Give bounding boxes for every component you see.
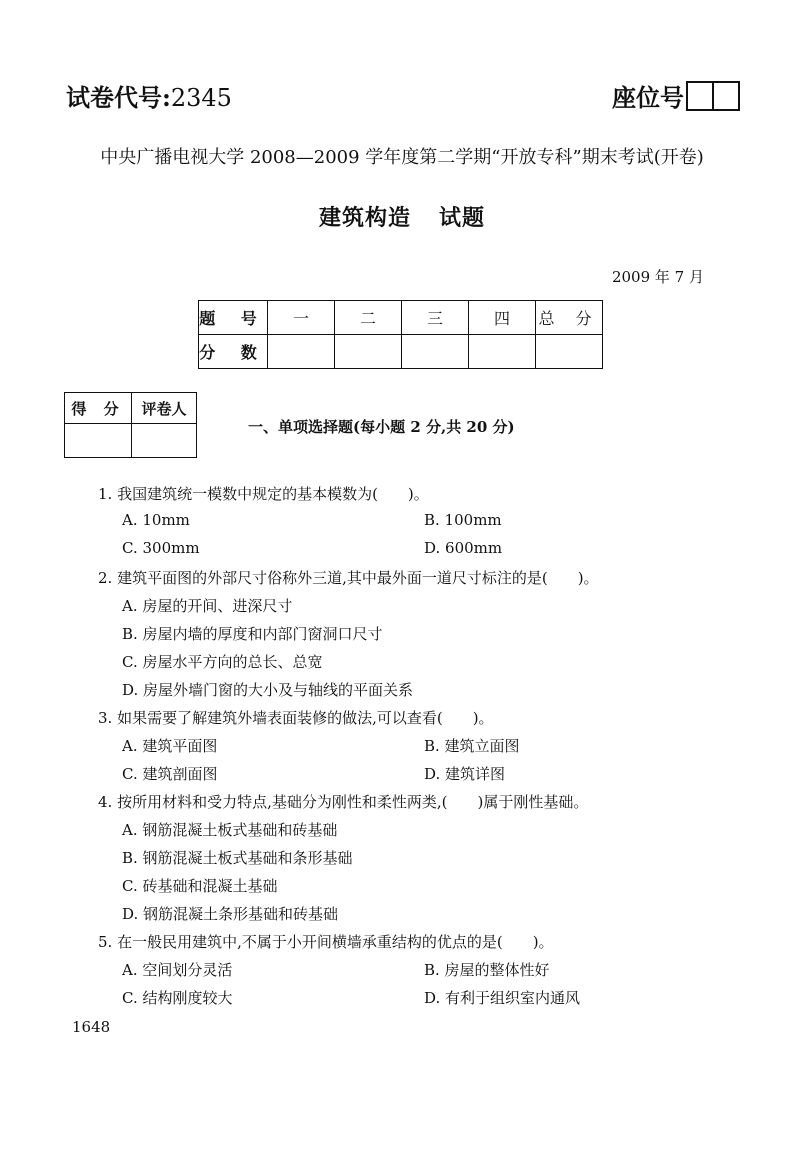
exam-date: 2009 年 7 月 [611,268,704,286]
question-option: A. 空间划分灵活 [122,961,233,979]
question-option: D. 有利于组织室内通风 [424,989,581,1007]
question-stem: 1. 我国建筑统一模数中规定的基本模数为( )。 [98,485,429,503]
score-cell [469,335,536,369]
subject-title [0,201,804,232]
question-option: B. 房屋的整体性好 [424,961,550,979]
score-cell [536,335,603,369]
grader-name-label: 评卷人 [132,393,197,424]
question-stem: 3. 如果需要了解建筑外墙表面装修的做法,可以查看( )。 [98,709,494,727]
question-option: C. 砖基础和混凝土基础 [122,877,278,895]
subject-suffix: 试题 [439,205,486,231]
seat-number [612,78,740,113]
question-option: D. 600mm [424,539,503,557]
question-option: B. 房屋内墙的厚度和内部门窗洞口尺寸 [122,625,383,643]
score-cell [335,335,402,369]
score-label: 分 数 [199,335,268,369]
question-stem: 2. 建筑平面图的外部尺寸俗称外三道,其中最外面一道尺寸标注的是( )。 [98,569,599,587]
section-title: 一、单项选择题(每小题 2 分,共 20 分) [248,418,515,436]
subject-name: 建筑构造 [318,205,411,231]
question-option: D. 钢筋混凝土条形基础和砖基础 [122,905,339,923]
question-option: A. 建筑平面图 [122,737,218,755]
paper-code-label: 试卷代号: [66,83,171,112]
score-table-value-row [199,335,603,369]
score-column-4: 四 [469,301,536,335]
question-number-label: 题 号 [199,301,268,335]
question-option: B. 钢筋混凝土板式基础和条形基础 [122,849,353,867]
question-option: C. 结构刚度较大 [122,989,233,1007]
page-number: 1648 [72,1018,111,1036]
question-option: B. 100mm [424,511,502,529]
score-table [198,300,603,369]
question-stem: 4. 按所用材料和受力特点,基础分为刚性和柔性两类,( )属于刚性基础。 [98,793,589,811]
question-option: A. 10mm [122,511,190,529]
score-table-header-row [199,301,603,335]
paper-code [66,78,232,113]
grader-name-cell [132,424,197,458]
question-option: A. 房屋的开间、进深尺寸 [122,597,293,615]
score-cell [268,335,335,369]
seat-number-label: 座位号 [612,83,684,112]
question-option: A. 钢筋混凝土板式基础和砖基础 [122,821,338,839]
total-score-label: 总 分 [536,301,603,335]
question-option: C. 房屋水平方向的总长、总宽 [122,653,323,671]
grader-table [64,392,197,458]
question-option: B. 建筑立面图 [424,737,520,755]
score-column-3: 三 [402,301,469,335]
grader-score-label: 得 分 [65,393,132,424]
question-option: C. 300mm [122,539,200,557]
exam-title: 中央广播电视大学 2008—2009 学年度第二学期“开放专科”期末考试(开卷) [100,147,704,168]
grader-score-cell [65,424,132,458]
score-cell [402,335,469,369]
seat-number-box [686,81,740,111]
question-option: D. 建筑详图 [424,765,506,783]
score-column-1: 一 [268,301,335,335]
score-column-2: 二 [335,301,402,335]
question-option: C. 建筑剖面图 [122,765,218,783]
question-stem: 5. 在一般民用建筑中,不属于小开间横墙承重结构的优点的是( )。 [98,933,554,951]
paper-code-number: 2345 [170,84,232,112]
question-option: D. 房屋外墙门窗的大小及与轴线的平面关系 [122,681,414,699]
